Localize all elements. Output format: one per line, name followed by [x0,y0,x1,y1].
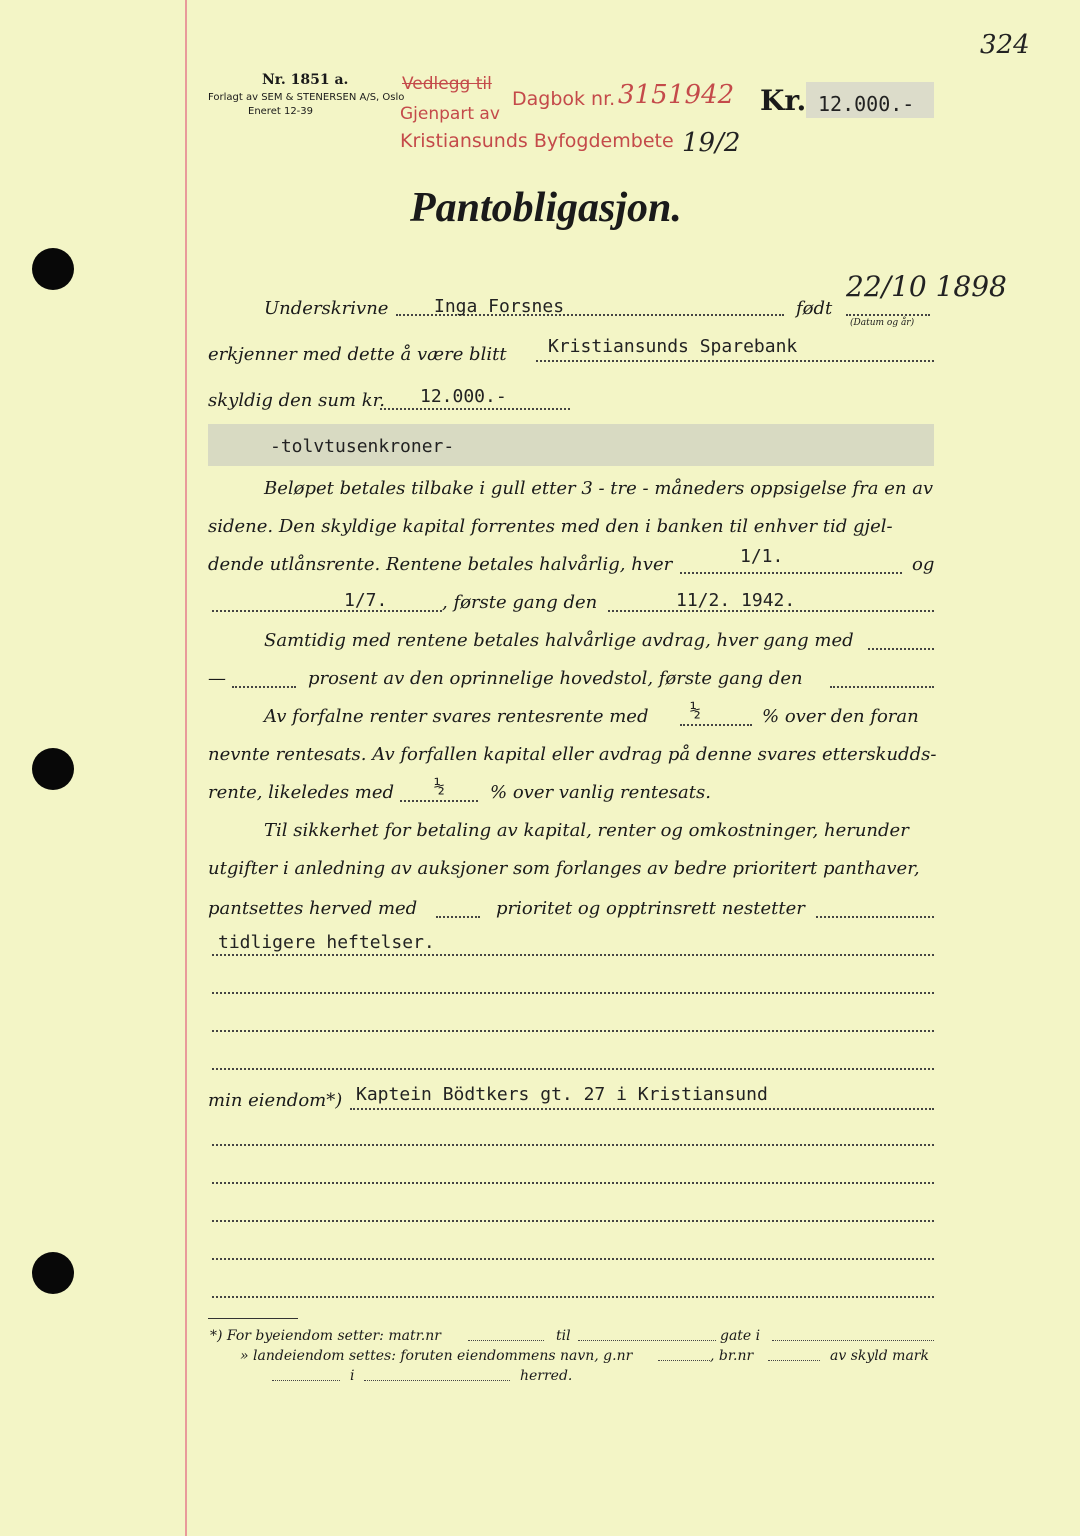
fill-line [364,1380,510,1381]
body-line: Til sikkerhet for betaling av kapital, renter og omkostninger, herunder [264,820,909,841]
fill-line [212,610,442,612]
publisher-line: Forlagt av SEM & STENERSEN A/S, Oslo [208,92,405,103]
surcharge-rate-2: ½ [434,776,445,797]
fill-line [212,1296,934,1298]
fill-line [212,1220,934,1222]
fill-line [868,648,934,650]
fill-line [680,724,752,726]
stamp-struck: Vedlegg til [402,74,492,94]
header-amount: 12.000.- [818,92,915,116]
footnote-line: , br.nr [710,1348,754,1364]
footnote-rule [208,1318,298,1319]
footnote-line: av skyld mark [830,1348,929,1364]
body-line: nevnte rentesats. Av forfallen kapital eller avdrag på denne svares etterskudds- [208,744,937,765]
body-line: Samtidig med rentene betales halvårlige avdrag, hver gang med [264,630,854,651]
first-payment-date: 11/2. 1942. [676,590,796,611]
margin-rule [185,0,187,1536]
fill-line [212,1068,934,1070]
footnote-line: *) For byeiendom setter: matr.nr [210,1328,441,1344]
page-number: 324 [980,30,1030,60]
body-line: pantsettes herved med [208,898,418,919]
born-label: født [796,298,833,319]
interest-date-2: 1/7. [344,590,388,611]
fill-line [212,992,934,994]
body-line: prosent av den oprinnelige hovedstol, første gang den [308,668,803,689]
document-title: Pantobligasjon. [410,185,682,231]
born-date: 22/10 1898 [846,270,1007,303]
fill-line [212,1030,934,1032]
fill-line [536,360,934,362]
fill-line [400,800,478,802]
body-line: Beløpet betales tilbake i gull etter 3 - tre - måneders oppsigelse fra en av [264,478,934,499]
body-line: Av forfalne renter svares rentesrente med [264,706,649,727]
property-address: Kaptein Bödtkers gt. 27 i Kristiansund [356,1084,768,1105]
fill-line [212,1182,934,1184]
body-line: prioritet og opptrinsrett nestetter [496,898,805,919]
body-line: utgifter i anledning av auksjoner som forlanges av bedre prioritert panthaver, [208,858,920,879]
punch-hole [32,1252,74,1294]
fill-line [846,314,930,316]
acknowledges-label: erkjenner med dette å være blitt [208,344,507,365]
fill-line [680,572,902,574]
fill-line [768,1360,820,1361]
fill-line [272,1380,340,1381]
footnote-line: til [556,1328,571,1344]
fill-line [658,1360,710,1361]
undersigned-label: Underskrivne [264,298,389,319]
footnote-line: gate i [720,1328,761,1344]
surcharge-rate-1: ½ [690,700,701,721]
fill-line [468,1340,544,1341]
fill-line [436,916,480,918]
amount-label: Kr. [760,84,807,117]
body-line: rente, likeledes med [208,782,395,803]
fill-line [350,1108,934,1110]
fill-line [578,1340,716,1341]
body-line: sidene. Den skyldige kapital forrentes med den i banken til enhver tid gjel- [208,516,893,537]
sum-amount: 12.000.- [420,386,507,407]
form-number: Nr. 1851 a. [262,72,349,88]
interest-date-1: 1/1. [740,546,784,567]
sum-in-words: -tolvtusenkroner- [270,436,455,457]
dagbok-number: 315 [618,80,668,110]
footnote-line: » landeiendom settes: foruten eiendommens navn, g.nr [240,1348,633,1364]
footnote-line: herred. [520,1368,573,1384]
fill-line [212,954,934,956]
fill-line [232,686,296,688]
footnote-line: i [350,1368,355,1384]
dagbok-year: 1942 [668,80,735,110]
body-line: % over den foran [762,706,919,727]
body-line: % over vanlig rentesats. [490,782,711,803]
dagbok-label: Dagbok nr. [512,88,616,110]
born-hint: (Datum og år) [850,318,915,328]
punch-hole [32,748,74,790]
body-line: , første gang den [442,592,598,613]
prior-encumbrances: tidligere heftelser. [218,932,435,953]
fill-line [772,1340,934,1341]
fill-line [830,686,934,688]
fill-line [212,1258,934,1260]
property-label: min eiendom*) [208,1090,343,1111]
stamp-date: 19/2 [682,128,741,158]
punch-hole [32,248,74,290]
owe-label: skyldig den sum kr. [208,390,385,411]
body-line: dende utlånsrente. Rentene betales halvårlig, hver [208,554,673,575]
stamp-office: Kristiansunds Byfogdembete [400,130,674,152]
creditor: Kristiansunds Sparebank [548,336,798,357]
stamp-line: Gjenpart av [400,104,500,124]
dash: — [208,668,226,689]
fill-line [816,916,934,918]
fill-line [212,1144,934,1146]
undersigned-name: Inga Forsnes [434,296,565,317]
body-line: og [912,554,935,575]
publisher-line: Eneret 12-39 [248,106,314,117]
fill-line [380,408,570,410]
